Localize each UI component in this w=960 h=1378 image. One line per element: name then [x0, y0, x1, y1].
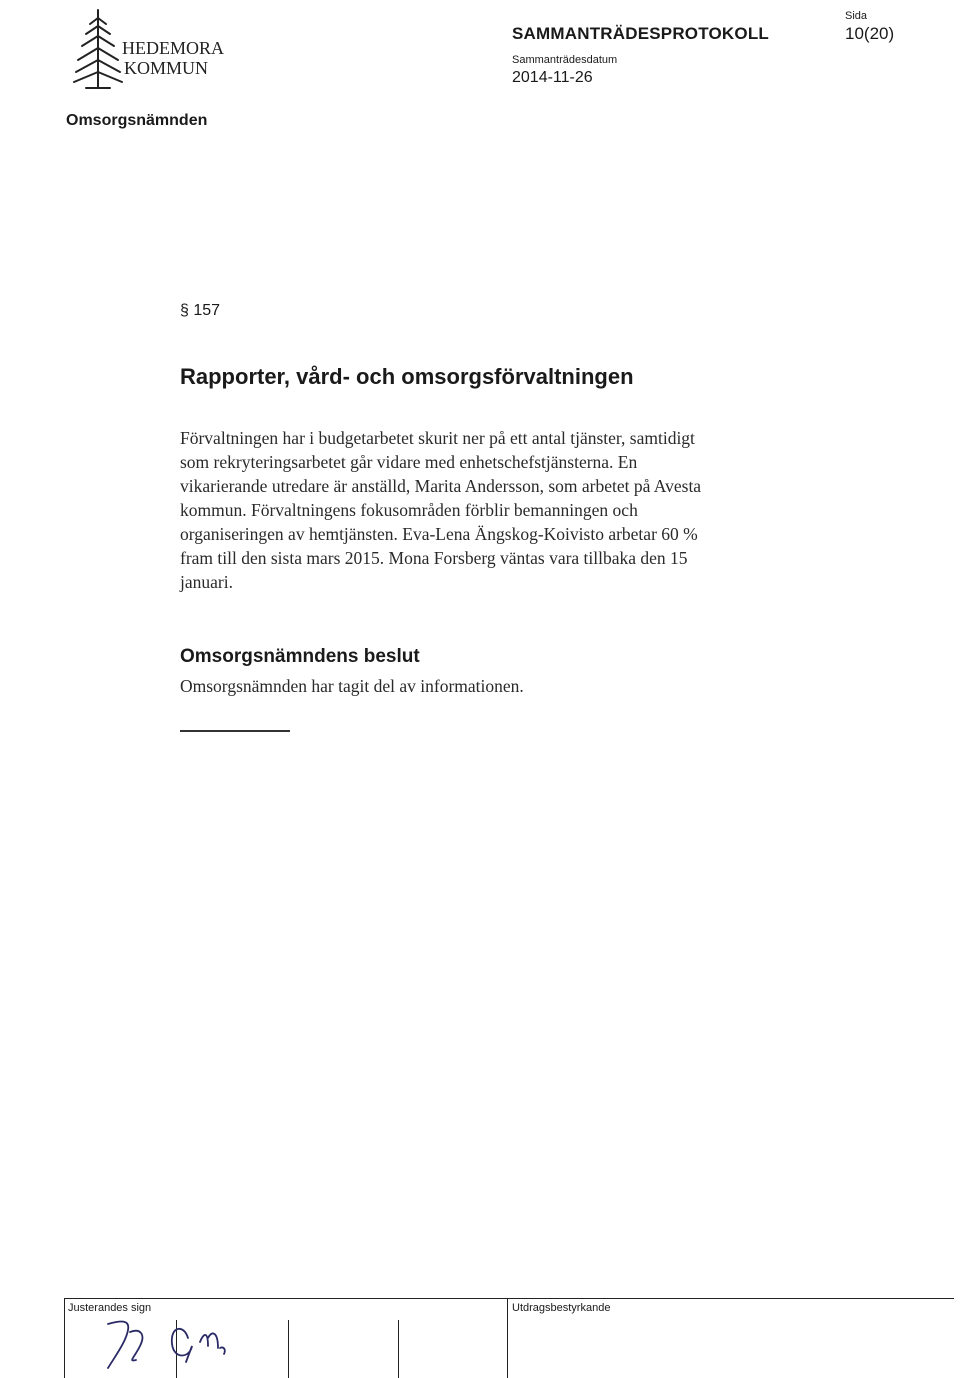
date-label: Sammanträdesdatum [512, 54, 618, 66]
body-line: organiseringen av hemtjänsten. Eva-Lena Ängskog-Koivisto arbetar 60 % [180, 524, 698, 544]
logo-line-1: HEDEMORA [122, 38, 224, 58]
footer-box-right-edge [507, 1298, 508, 1378]
footer-box-left-edge [64, 1298, 65, 1378]
handwritten-signature-initials [100, 1302, 270, 1378]
section-body [180, 426, 800, 594]
signature-box-divider [398, 1320, 399, 1378]
body-line: Förvaltningen har i budgetarbetet skurit ner på ett antal tjänster, samtidigt [180, 428, 695, 448]
decision-heading: Omsorgsnämndens beslut [180, 646, 420, 667]
end-rule [180, 730, 290, 732]
body-line: vikarierande utredare är anställd, Marita Andersson, som arbetet på Avesta [180, 476, 702, 496]
organization-name: Omsorgsnämnden [66, 112, 208, 129]
section-number: § 157 [180, 302, 221, 319]
page-label: Sida [845, 10, 868, 22]
date-value: 2014-11-26 [512, 69, 593, 86]
body-line: fram till den sista mars 2015. Mona Forsberg väntas vara tillbaka den 15 [180, 548, 688, 568]
section-heading: Rapporter, vård- och omsorgsförvaltningen [180, 364, 634, 389]
justerandes-sign-label: Justerandes sign [68, 1302, 152, 1314]
body-line: januari. [180, 572, 233, 592]
tree-logo-icon [68, 6, 128, 92]
body-line: som rekryteringsarbetet går vidare med enhetschefstjänsterna. En [180, 452, 638, 472]
document-title: SAMMANTRÄDESPROTOKOLL [512, 24, 769, 43]
logo-line-2: KOMMUN [124, 58, 209, 78]
body-line: kommun. Förvaltningens fokusområden förblir bemanningen och [180, 500, 638, 520]
page-number: 10(20) [845, 24, 895, 43]
logo-wordmark [122, 38, 224, 78]
decision-text: Omsorgsnämnden har tagit del av informationen. [180, 676, 524, 696]
footer-divider [64, 1298, 954, 1299]
utdragsbestyrkande-label: Utdragsbestyrkande [512, 1302, 611, 1314]
signature-box-divider [288, 1320, 289, 1378]
